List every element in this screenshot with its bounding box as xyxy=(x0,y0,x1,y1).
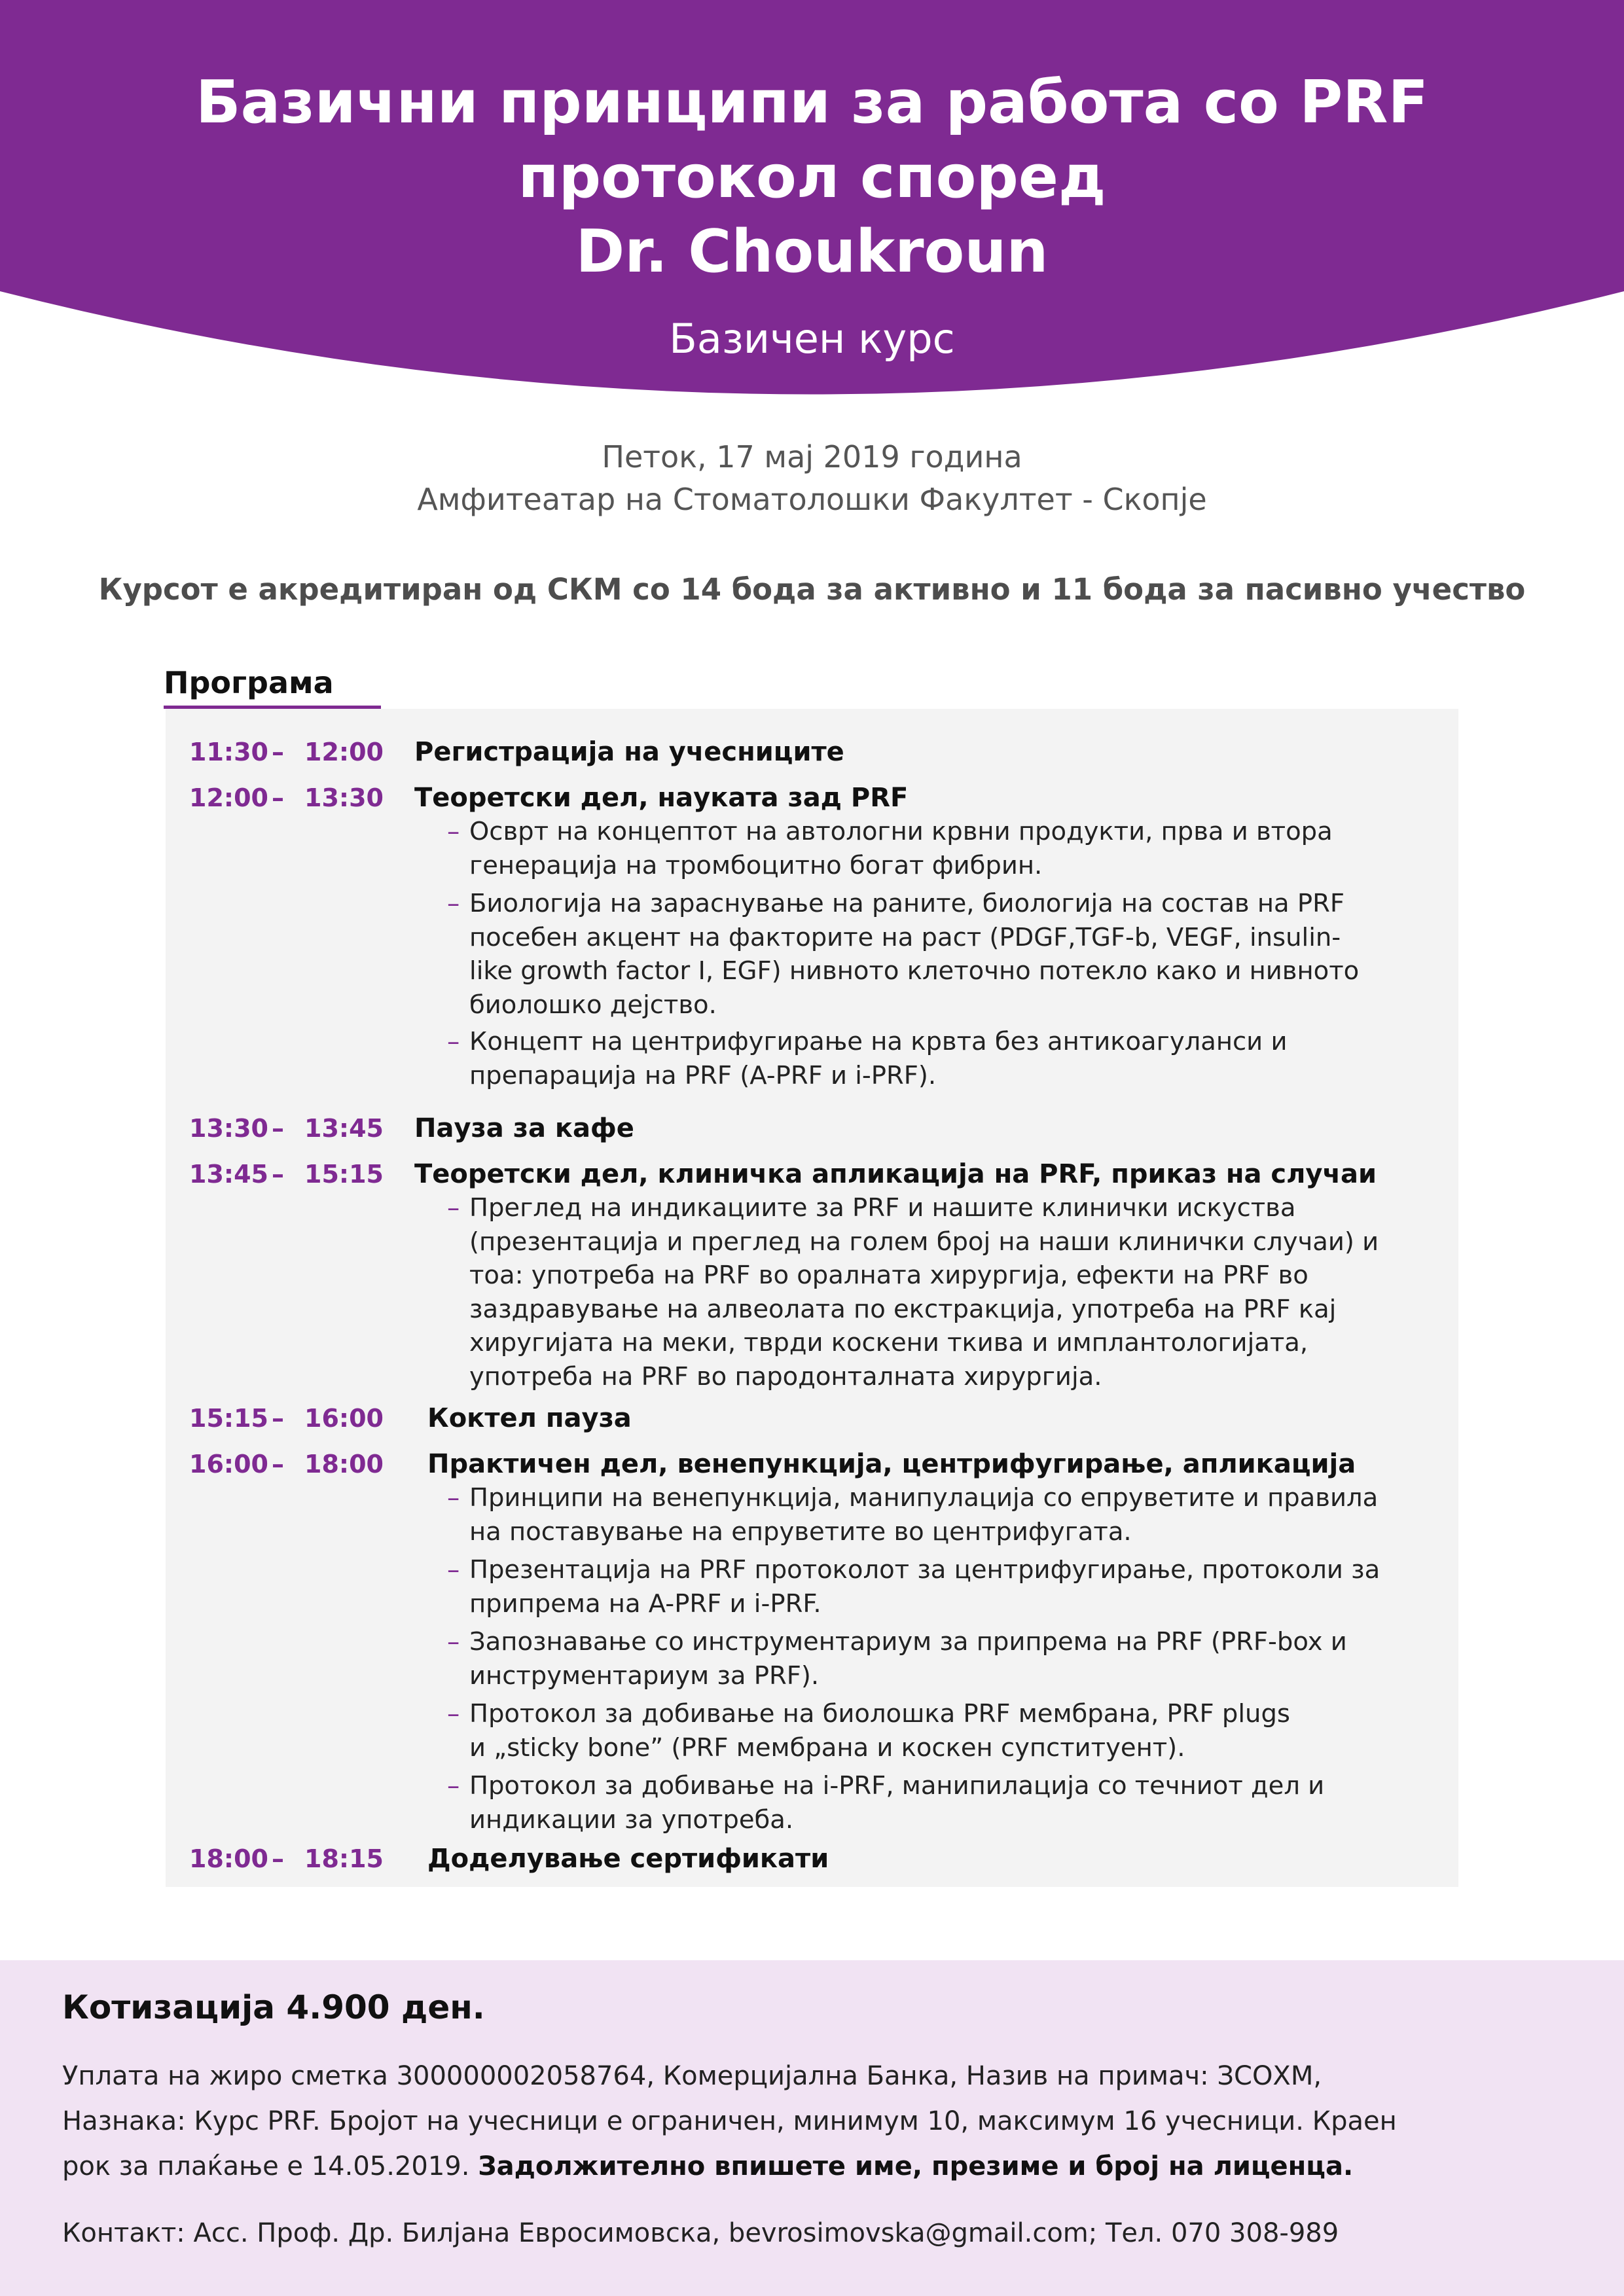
bullet-line: биолошко дејство. xyxy=(469,990,717,1020)
title-line-3: Dr. Choukroun xyxy=(575,217,1049,286)
title-line-1: Базични принципи за работа со PRF xyxy=(196,68,1428,137)
session-title: Регистрација на учесниците xyxy=(414,737,844,767)
payment-line xyxy=(62,2144,1568,2189)
bullet-line: Осврт на концептот на автологни крвни продукти, прва и втора xyxy=(469,817,1333,846)
bullet-dash: – xyxy=(447,889,460,918)
bullet-line: употреба на PRF во пародонталната хирургија. xyxy=(469,1361,1102,1391)
event-venue: Амфитеатар на Стоматолошки Факултет - Скопје xyxy=(417,482,1207,517)
time-dash: – xyxy=(272,783,284,812)
accreditation-note: Курсот е акредитиран од СКМ со 14 бода за активно и 11 бода за пасивно учество xyxy=(98,572,1526,607)
end-time: 12:00 xyxy=(304,738,384,766)
payment-info xyxy=(62,2054,1568,2189)
bullet-dash: – xyxy=(447,1555,460,1585)
payment-deadline: рок за плаќање е 14.05.2019. xyxy=(62,2151,470,2181)
session-title: Пауза за кафе xyxy=(414,1113,634,1143)
session-title: Доделување сертификати xyxy=(427,1844,829,1874)
bullet-line: посебен акцент на факторите на раст (PDGF,TGF-b, VEGF, insulin- xyxy=(469,922,1341,952)
bullet-line: и „sticky bone” (PRF мембрана и коскен супституент). xyxy=(469,1732,1185,1763)
time-dash: – xyxy=(272,1404,284,1433)
start-time: 13:30 xyxy=(189,1114,268,1143)
title-line-2: протокол според xyxy=(518,143,1106,211)
end-time: 18:15 xyxy=(304,1844,384,1873)
time-dash: – xyxy=(272,738,284,766)
payment-line: Назнака: Курс PRF. Бројот на учесници е ограничен, минимум 10, максимум 16 учесници. Краен xyxy=(62,2106,1397,2136)
end-time: 16:00 xyxy=(304,1404,384,1433)
bullet-line: Протокол за добивање на биолошка PRF мембрана, PRF plugs xyxy=(469,1699,1290,1729)
time-dash: – xyxy=(272,1450,284,1479)
schedule-table xyxy=(166,709,1458,1887)
bullet-line: припрема на A-PRF и i-PRF. xyxy=(469,1588,821,1619)
bullet-line: генерација на тромбоцитно богат фибрин. xyxy=(469,850,1043,880)
bullet-line: Презентација на PRF протоколот за центрифугирање, протоколи за xyxy=(469,1555,1380,1585)
bullet-dash: – xyxy=(447,1699,460,1729)
start-time: 11:30 xyxy=(189,738,268,766)
session-bullet xyxy=(447,1769,1422,1837)
bullet-line: like growth factor I, EGF) нивното клеточно потекло како и нивното xyxy=(469,956,1360,986)
session-title: Теоретски дел, клиничка апликација на PRF, приказ на случаи xyxy=(414,1159,1377,1189)
start-time: 16:00 xyxy=(189,1450,268,1479)
session-title: Коктел пауза xyxy=(427,1403,632,1433)
session-bullet xyxy=(447,1625,1422,1693)
end-time: 15:15 xyxy=(304,1160,384,1189)
bullet-dash: – xyxy=(447,1483,460,1513)
bullet-line: хиругијата на меки, тврди коскени ткива и имплантологијата, xyxy=(469,1328,1308,1357)
contact-info: Контакт: Асс. Проф. Др. Билјана Евросимовска, bevrosimovska@gmail.com; Тел. 070 308-989 xyxy=(62,2218,1339,2248)
bullet-line: Принципи на венепункција, манипулација со епруветите и правила xyxy=(469,1483,1379,1513)
start-time: 15:15 xyxy=(189,1404,268,1433)
mandatory-note: Задолжително впишете име, презиме и број на лиценца. xyxy=(478,2151,1354,2181)
session-bullet xyxy=(447,1191,1422,1393)
page-title xyxy=(0,65,1624,289)
bullet-line: на поставување на епруветите во центрифугата. xyxy=(469,1516,1132,1547)
session-bullet xyxy=(447,1481,1422,1549)
time-dash: – xyxy=(272,1160,284,1189)
bullet-dash: – xyxy=(447,817,460,846)
bullet-line: препарација на PRF (A-PRF и i-PRF). xyxy=(469,1060,937,1090)
session-bullet xyxy=(447,815,1422,882)
bullet-line: тоа: употреба на PRF во оралната хирургија, ефекти на PRF во xyxy=(469,1261,1308,1290)
bullet-line: инструментариум за PRF). xyxy=(469,1660,820,1691)
bullet-dash: – xyxy=(447,1193,460,1223)
session-bullet xyxy=(447,1697,1422,1765)
event-date: Петок, 17 мај 2019 година xyxy=(602,439,1022,475)
program-heading: Програма xyxy=(164,665,334,700)
bullet-line: Протокол за добивање на i-PRF, манипилација со течниот дел и xyxy=(469,1771,1325,1801)
time-dash: – xyxy=(272,1114,284,1143)
end-time: 13:30 xyxy=(304,783,384,812)
subtitle: Базичен курс xyxy=(669,315,955,363)
session-title: Теоретски дел, науката зад PRF xyxy=(414,783,909,813)
bullet-dash: – xyxy=(447,1027,460,1056)
bullet-line: Концепт на центрифугирање на крвта без антикоагуланси и xyxy=(469,1027,1288,1056)
session-title: Практичен дел, венепункција, центрифугирање, апликација xyxy=(427,1449,1356,1479)
bullet-line: Преглед на индикациите за PRF и нашите клинички искуства xyxy=(469,1193,1296,1223)
session-bullet xyxy=(447,887,1422,1022)
session-bullet xyxy=(447,1025,1422,1092)
bullet-dash: – xyxy=(447,1627,460,1657)
bullet-line: (презентација и преглед на голем број на наши клинички случаи) и xyxy=(469,1227,1379,1257)
bullet-line: Запознавање со инструментариум за припрема на PRF (PRF-box и xyxy=(469,1627,1347,1657)
start-time: 18:00 xyxy=(189,1844,268,1873)
session-bullet xyxy=(447,1553,1422,1621)
bullet-line: Биологија на зараснување на раните, биологија на состав на PRF xyxy=(469,889,1344,918)
time-dash: – xyxy=(272,1844,284,1873)
bullet-dash: – xyxy=(447,1771,460,1801)
start-time: 12:00 xyxy=(189,783,268,812)
start-time: 13:45 xyxy=(189,1160,268,1189)
end-time: 13:45 xyxy=(304,1114,384,1143)
end-time: 18:00 xyxy=(304,1450,384,1479)
fee-heading: Котизација 4.900 ден. xyxy=(62,1988,485,2026)
bullet-line: индикации за употреба. xyxy=(469,1804,794,1835)
payment-line: Уплата на жиро сметка 300000002058764, Комерцијална Банка, Назив на примач: ЗСОХМ, xyxy=(62,2061,1322,2091)
bullet-line: заздравување на алвеолата по екстракција, употреба на PRF кај xyxy=(469,1294,1337,1324)
